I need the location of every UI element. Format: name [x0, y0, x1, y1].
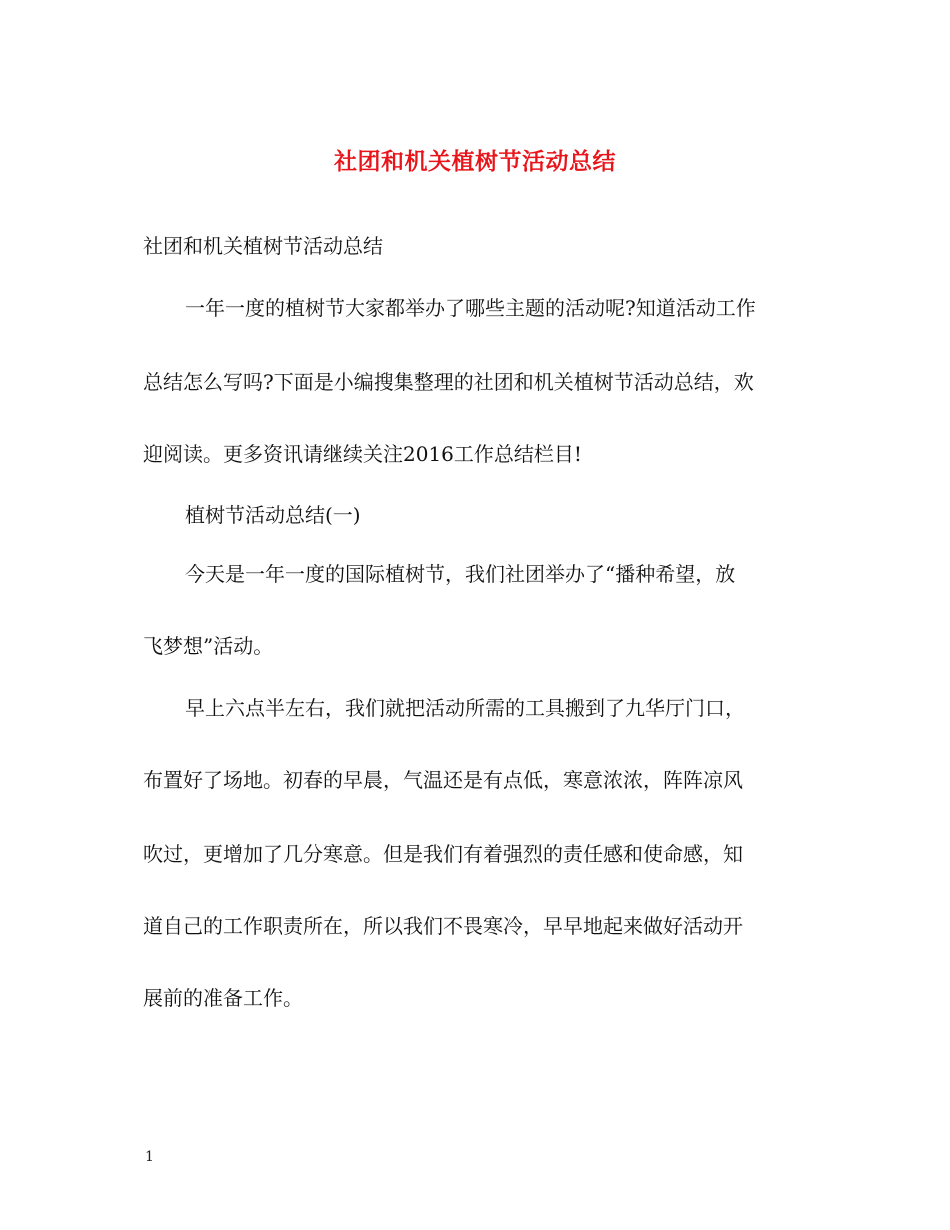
section-heading: 植树节活动总结(一) — [185, 503, 361, 527]
subtitle-line: 社团和机关植树节活动总结 — [143, 234, 383, 258]
body-line: 今天是一年一度的国际植树节，我们社团举办了“播种希望，放 — [185, 562, 736, 586]
document-title: 社团和机关植树节活动总结 — [334, 148, 616, 175]
body-line: 总结怎么写吗?下面是小编搜集整理的社团和机关植树节活动总结，欢 — [143, 370, 754, 394]
body-line: 吹过，更增加了几分寒意。但是我们有着强烈的责任感和使命感，知 — [143, 842, 743, 866]
body-line: 布置好了场地。初春的早晨，气温还是有点低，寒意浓浓，阵阵凉风 — [143, 768, 743, 792]
body-line: 迎阅读。更多资讯请继续关注2016工作总结栏目! — [143, 442, 582, 466]
page-number: 1 — [145, 1149, 154, 1165]
body-line: 飞梦想”活动。 — [143, 634, 274, 658]
body-line: 一年一度的植树节大家都举办了哪些主题的活动呢?知道活动工作 — [185, 296, 756, 320]
body-line: 道自己的工作职责所在，所以我们不畏寒冷，早早地起来做好活动开 — [143, 914, 743, 938]
body-line: 展前的准备工作。 — [143, 986, 303, 1010]
body-line: 早上六点半左右，我们就把活动所需的工具搬到了九华厅门口， — [185, 696, 745, 720]
